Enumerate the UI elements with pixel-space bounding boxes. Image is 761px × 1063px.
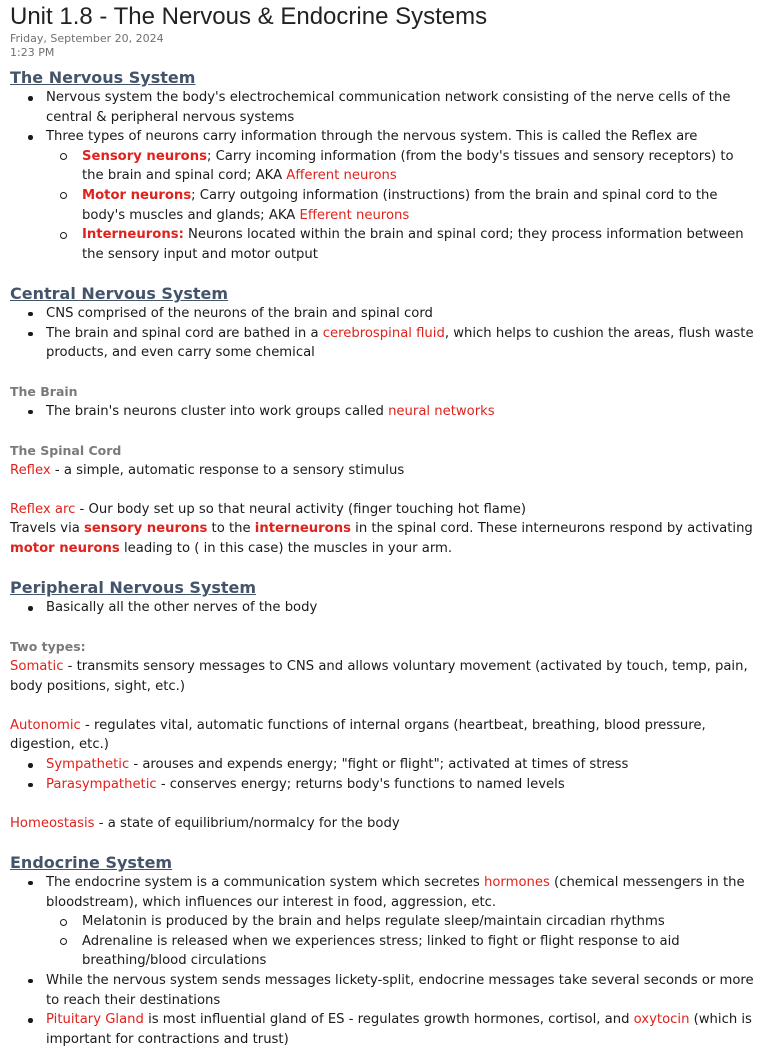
endocrine-list bbox=[10, 873, 755, 1049]
autonomic-definition: Autonomic - regulates vital, automatic functions of internal organs (heartbeat, breathing, blood pressure, digestion, etc.) bbox=[10, 717, 706, 753]
list-item-sensory: Sensory neurons; Carry incoming information (from the body's tissues and sensory receptors) to the brain and spinal cord; AKA Afferent neurons bbox=[46, 147, 755, 186]
heading-nervous-system: The Nervous System bbox=[10, 68, 196, 87]
reflex-definition: Reflex - a simple, automatic response to a sensory stimulus bbox=[10, 462, 405, 478]
list-item: The brain's neurons cluster into work groups called neural networks bbox=[10, 402, 755, 422]
pns-list bbox=[10, 598, 755, 618]
heading-endocrine: Endocrine System bbox=[10, 852, 173, 872]
list-item: Three types of neurons carry information through the nervous system. This is called the Reflex are Sensory neurons; Carry incoming information (from the body's tissues and sensory receptors) to the brain and spinal cord; AKA Afferent neurons Motor neurons; Carry outgoing information (instructions) from the brain and spinal cord to the body's muscles and glands; AKA Efferent neurons Interneurons: Neurons located within the brain and spinal cord; they process information between the sensory input and motor output bbox=[10, 127, 755, 264]
list-item: Nervous system the body's electrochemical communication network consisting of the nerve cells of the central & peripheral nervous systems bbox=[10, 88, 755, 127]
list-item-inter: Interneurons: Neurons located within the brain and spinal cord; they process information between the sensory input and motor output bbox=[46, 225, 755, 264]
reflex-arc-definition: Reflex arc - Our body set up so that neural activity (finger touching hot flame) bbox=[10, 501, 526, 517]
list-item: CNS comprised of the neurons of the brain and spinal cord bbox=[10, 304, 755, 324]
heading-brain: The Brain bbox=[10, 384, 78, 400]
list-item-motor: Motor neurons; Carry outgoing information (instructions) from the brain and spinal cord to the body's muscles and glands; AKA Efferent neurons bbox=[46, 186, 755, 225]
heading-cns: Central Nervous System bbox=[10, 283, 229, 303]
list-item: While the nervous system sends messages lickety-split, endocrine messages take several seconds or more to reach their destinations bbox=[10, 971, 755, 1010]
heading-spinal-cord: The Spinal Cord bbox=[10, 443, 122, 459]
note-time: 1:23 PM bbox=[10, 46, 55, 59]
list-item: Pituitary Gland is most influential gland of ES - regulates growth hormones, cortisol, and oxytocin (which is important for contractions and trust) bbox=[10, 1010, 755, 1049]
neuron-types-list bbox=[46, 147, 755, 265]
page-title: Unit 1.8 - The Nervous & Endocrine Systems bbox=[10, 3, 488, 30]
list-item: Basically all the other nerves of the body bbox=[10, 598, 755, 618]
two-types-label: Two types: bbox=[10, 639, 86, 655]
homeostasis-definition: Homeostasis - a state of equilibrium/normalcy for the body bbox=[10, 815, 400, 831]
list-item-melatonin: Melatonin is produced by the brain and helps regulate sleep/maintain circadian rhythms bbox=[46, 912, 755, 932]
heading-pns: Peripheral Nervous System bbox=[10, 578, 257, 598]
reflex-travel-text: Travels via sensory neurons to the interneurons in the spinal cord. These interneurons respond by activating motor neurons leading to ( in this case) the muscles in your arm. bbox=[10, 521, 753, 557]
somatic-definition: Somatic - transmits sensory messages to CNS and allows voluntary movement (activated by touch, temp, pain, body positions, sight, etc.) bbox=[10, 659, 748, 694]
list-item-parasympathetic: Parasympathetic - conserves energy; returns body's functions to named levels bbox=[10, 775, 755, 795]
brain-list bbox=[10, 402, 755, 422]
list-item: The endocrine system is a communication system which secretes hormones (chemical messengers in the bloodstream), which influences our interest in food, aggression, etc. Melatonin is produced by the brain and helps regulate sleep/maintain circadian rhythms Adrenaline is released when we experiences stress; linked to fight or flight response to aid breathing/blood circulations bbox=[10, 873, 755, 971]
list-item-adrenaline: Adrenaline is released when we experiences stress; linked to fight or flight response to aid breathing/blood circulations bbox=[46, 932, 755, 971]
autonomic-list bbox=[10, 755, 755, 794]
note-page bbox=[10, 2, 755, 1049]
list-item-sympathetic: Sympathetic - arouses and expends energy; "fight or flight"; activated at times of stress bbox=[10, 755, 755, 775]
list-item: The brain and spinal cord are bathed in a cerebrospinal fluid, which helps to cushion the areas, flush waste products, and even carry some chemical bbox=[10, 324, 755, 363]
hormone-examples-list bbox=[46, 912, 755, 971]
cns-list bbox=[10, 304, 755, 363]
nervous-list bbox=[10, 88, 755, 264]
note-date: Friday, September 20, 2024 bbox=[10, 32, 164, 45]
